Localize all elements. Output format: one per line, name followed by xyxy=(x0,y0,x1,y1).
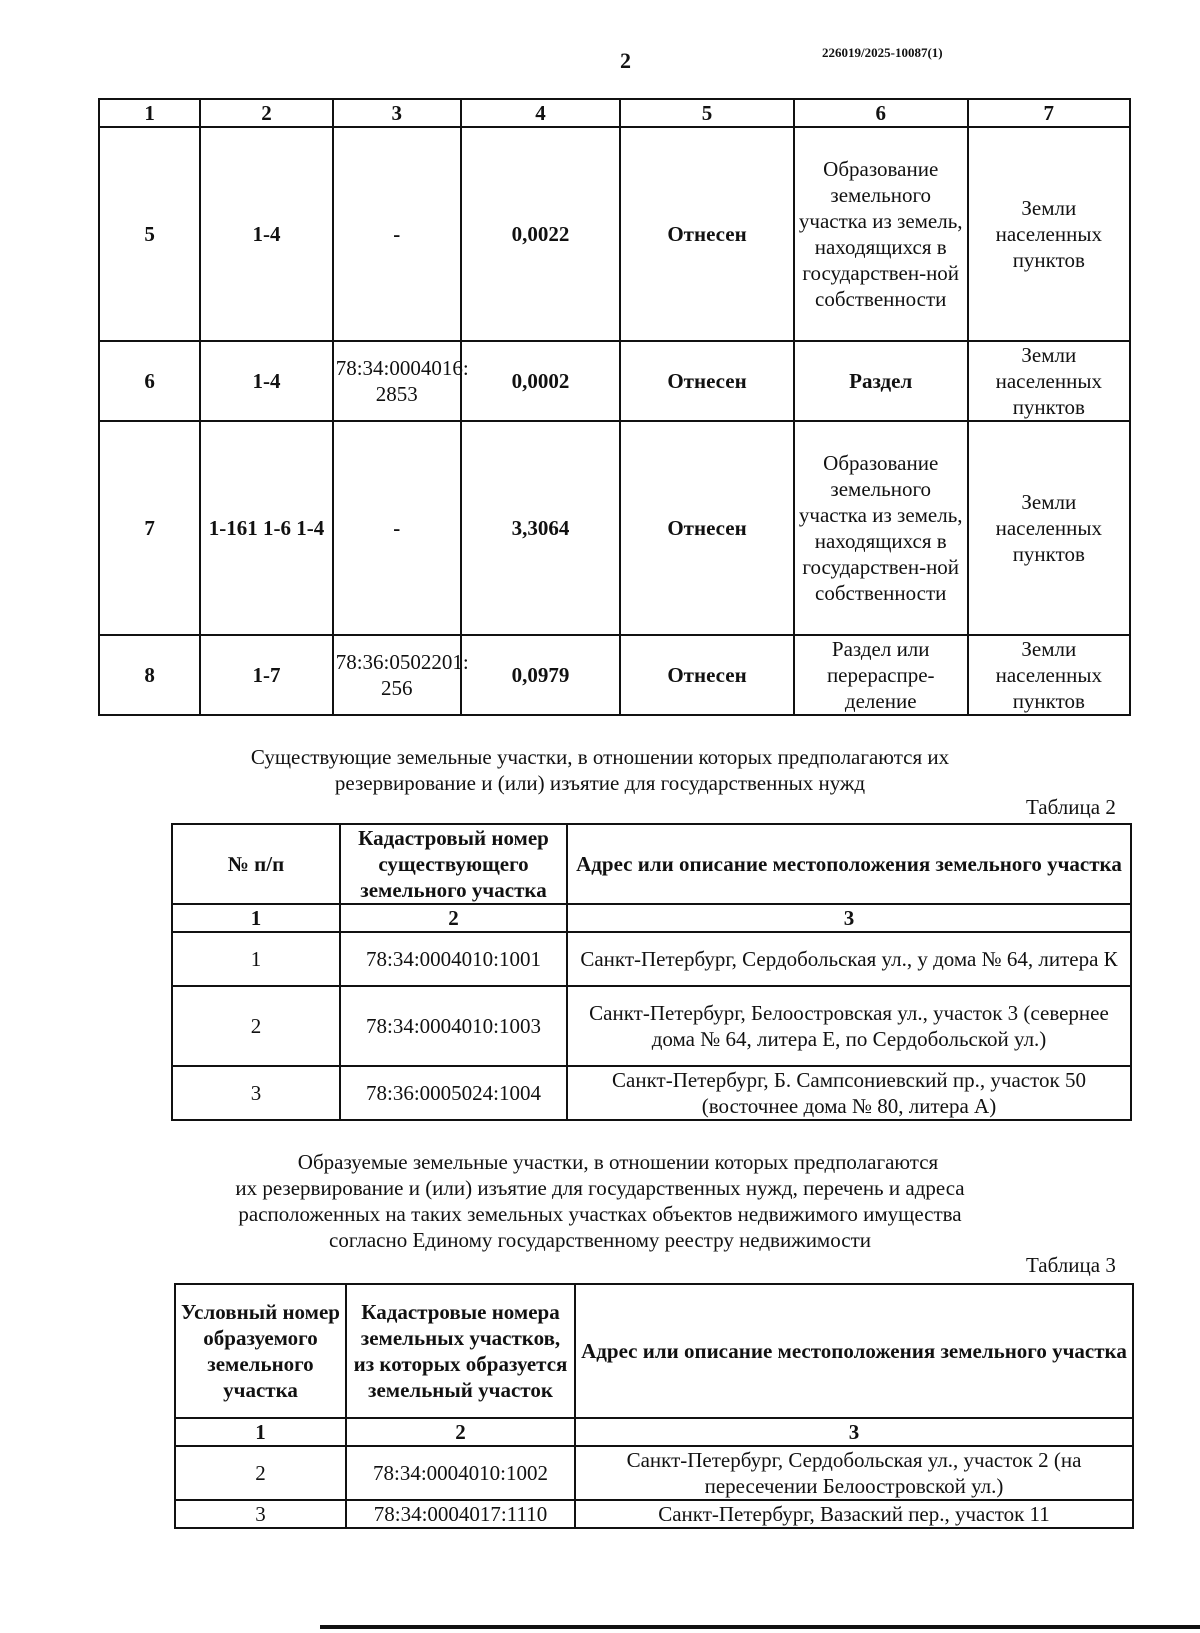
table-cell: Отнесен xyxy=(620,341,794,421)
table-cell: 0,0979 xyxy=(461,635,620,715)
section-heading-line: Образуемые земельные участки, в отношении которых предполагаются xyxy=(297,1150,939,1174)
table-cell: Санкт-Петербург, Белоостровская ул., участок 3 (севернее дома № 64, литера Е, по Сердобольской ул.) xyxy=(567,986,1131,1066)
column-number: 5 xyxy=(620,99,794,127)
table-cell: 1-4 xyxy=(200,341,332,421)
column-number: 6 xyxy=(794,99,968,127)
table-cell: Раздел или перераспре-деление xyxy=(794,635,968,715)
table-cell: 1-4 xyxy=(200,127,332,341)
table-cell: 78:34:0004010:1003 xyxy=(340,986,567,1066)
table-cell: 3 xyxy=(175,1500,346,1528)
table-cell: 78:34:0004010:1002 xyxy=(346,1446,575,1500)
table-header-cell: Кадастровый номер существующего земельного участка xyxy=(340,824,567,904)
table-header-cell: Адрес или описание местоположения земельного участка xyxy=(567,824,1131,904)
column-number: 1 xyxy=(175,1418,346,1446)
table-cell: Отнесен xyxy=(620,635,794,715)
table-column-numbers xyxy=(175,1418,1133,1446)
table-header-cell: Условный номер образуемого земельного участка xyxy=(175,1284,346,1418)
table-cell: Отнесен xyxy=(620,421,794,635)
table-cell: 78:36:0502201: 256 xyxy=(333,635,461,715)
table-cell: 1 xyxy=(172,932,340,986)
table-header-row xyxy=(172,824,1131,904)
table-cell: Санкт-Петербург, Б. Сампсониевский пр., участок 50 (восточнее дома № 80, литера А) xyxy=(567,1066,1131,1120)
table-cell: Отнесен xyxy=(620,127,794,341)
table-cell: Земли населенных пунктов xyxy=(968,341,1130,421)
section-heading-line: их резервирование и (или) изъятие для государственных нужд, перечень и адреса xyxy=(235,1176,965,1200)
table-cell: 7 xyxy=(99,421,200,635)
table-cell: 2 xyxy=(172,986,340,1066)
table-cell: Санкт-Петербург, Сердобольская ул., у дома № 64, литера К xyxy=(567,932,1131,986)
page-number: 2 xyxy=(620,48,631,73)
table-cell: 2 xyxy=(175,1446,346,1500)
table-row xyxy=(172,932,1131,986)
column-number: 2 xyxy=(340,904,567,932)
column-number: 3 xyxy=(575,1418,1133,1446)
table-cell: Образование земельного участка из земель, находящихся в государствен-ной собственности xyxy=(794,421,968,635)
table-cell: Санкт-Петербург, Сердобольская ул., участок 2 (на пересечении Белоостровской ул.) xyxy=(575,1446,1133,1500)
table-cell: Образование земельного участка из земель, находящихся в государствен-ной собственности xyxy=(794,127,968,341)
section-heading-line: резервирование и (или) изъятие для государственных нужд xyxy=(334,771,866,795)
table-cell: - xyxy=(333,421,461,635)
table-cell: 8 xyxy=(99,635,200,715)
table-label: Таблица 2 xyxy=(1026,795,1116,819)
table-cell: 0,0002 xyxy=(461,341,620,421)
table-cell: Земли населенных пунктов xyxy=(968,421,1130,635)
table-column-numbers xyxy=(99,99,1130,127)
table-cell: 1-161 1-6 1-4 xyxy=(200,421,332,635)
table-header-cell: Адрес или описание местоположения земельного участка xyxy=(575,1284,1133,1418)
table-cell: - xyxy=(333,127,461,341)
column-number: 4 xyxy=(461,99,620,127)
table-formed-plots xyxy=(174,1283,1134,1529)
table-cell: Раздел xyxy=(794,341,968,421)
table-cell: 1-7 xyxy=(200,635,332,715)
table-cell: Земли населенных пунктов xyxy=(968,127,1130,341)
column-number: 1 xyxy=(99,99,200,127)
column-number: 2 xyxy=(346,1418,575,1446)
table-row xyxy=(172,1066,1131,1120)
section-heading-line: Существующие земельные участки, в отношении которых предполагаются их xyxy=(250,745,950,769)
table-cell: 3 xyxy=(172,1066,340,1120)
table-cell: 78:34:0004016: 2853 xyxy=(333,341,461,421)
scan-edge-line xyxy=(320,1625,1200,1629)
table-row xyxy=(175,1446,1133,1500)
table-cell: 0,0022 xyxy=(461,127,620,341)
table-header-row xyxy=(175,1284,1133,1418)
column-number: 3 xyxy=(567,904,1131,932)
table-cell: 78:36:0005024:1004 xyxy=(340,1066,567,1120)
table-header-cell: Кадастровые номера земельных участков, из которых образуется земельный участок xyxy=(346,1284,575,1418)
table-label: Таблица 3 xyxy=(1026,1253,1116,1277)
column-number: 2 xyxy=(200,99,332,127)
table-cell: 3,3064 xyxy=(461,421,620,635)
column-number: 1 xyxy=(172,904,340,932)
section-heading-line: расположенных на таких земельных участках объектов недвижимого имущества xyxy=(238,1202,962,1226)
section-heading-line: согласно Единому государственному реестру недвижимости xyxy=(329,1228,871,1252)
column-number: 3 xyxy=(333,99,461,127)
column-number: 7 xyxy=(968,99,1130,127)
table-existing-plots xyxy=(171,823,1132,1121)
table-cell: Санкт-Петербург, Вазаский пер., участок 11 xyxy=(575,1500,1133,1528)
table-row xyxy=(99,635,1130,715)
table-cell: Земли населенных пунктов xyxy=(968,635,1130,715)
table-cell: 6 xyxy=(99,341,200,421)
table-cell: 78:34:0004017:1110 xyxy=(346,1500,575,1528)
table-column-numbers xyxy=(172,904,1131,932)
table-row xyxy=(172,986,1131,1066)
table-header-cell: № п/п xyxy=(172,824,340,904)
document-reference: 226019/2025-10087(1) xyxy=(822,45,943,60)
table-row xyxy=(99,421,1130,635)
table-row xyxy=(175,1500,1133,1528)
table-row xyxy=(99,127,1130,341)
table-cell: 78:34:0004010:1001 xyxy=(340,932,567,986)
table-land-plots xyxy=(98,98,1131,716)
table-row xyxy=(99,341,1130,421)
table-cell: 5 xyxy=(99,127,200,341)
